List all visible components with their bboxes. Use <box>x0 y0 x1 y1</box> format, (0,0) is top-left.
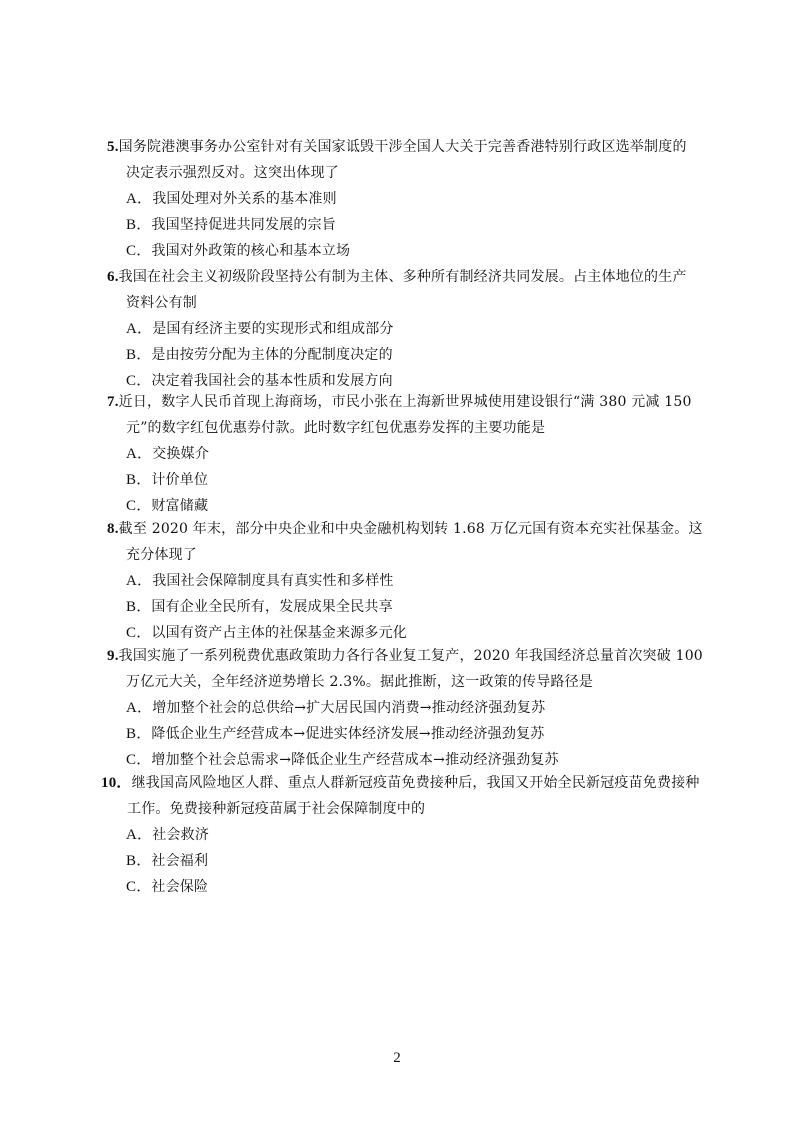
option-a[interactable] <box>101 822 691 848</box>
option-b[interactable] <box>107 212 697 238</box>
option-text: 财富储藏 <box>151 498 209 514</box>
question-stem-line <box>107 643 703 669</box>
question-9 <box>107 643 703 773</box>
option-b[interactable] <box>101 848 691 874</box>
question-stem-line: 充分体现了 <box>126 547 197 563</box>
option-text: 我国处理对外关系的基本准则 <box>152 191 337 207</box>
question-stem-line <box>107 264 697 290</box>
stem-text: 我国实施了一系列税费优惠政策助力各行各业复工复产，2020 年我国经济总量首次突破 100 <box>118 648 703 664</box>
question-10 <box>101 770 700 900</box>
option-letter: A． <box>126 573 153 589</box>
question-stem-line <box>107 389 697 415</box>
question-stem-line: 决定表示强烈反对。这突出体现了 <box>126 165 339 181</box>
option-letter: A． <box>126 321 153 337</box>
question-number: 8. <box>107 521 119 537</box>
question-6 <box>107 264 697 394</box>
option-text: 我国对外政策的核心和基本立场 <box>151 243 351 259</box>
option-letter: B． <box>126 599 152 615</box>
option-a[interactable] <box>107 568 697 594</box>
option-text: 社会救济 <box>152 827 210 843</box>
option-letter: A． <box>126 700 153 716</box>
stem-text: 国务院港澳事务办公室针对有关国家诋毁干涉全国人大关于完善香港特别行政区选举制度的 <box>118 139 687 155</box>
question-8 <box>107 516 703 646</box>
option-letter: A． <box>126 827 153 843</box>
option-text: 降低企业生产经营成本→促进实体经济发展→推动经济强劲复苏 <box>151 726 545 742</box>
stem-text: 继我国高风险地区人群、重点人群新冠疫苗免费接种后，我国又开始全民新冠疫苗免费接种 <box>131 775 700 791</box>
option-c[interactable] <box>101 874 691 900</box>
question-number: 9. <box>107 648 119 664</box>
option-letter: B． <box>126 217 152 233</box>
option-text: 增加整个社会总需求→降低企业生产经营成本→推动经济强劲复苏 <box>151 752 559 768</box>
option-text: 增加整个社会的总供给→扩大居民国内消费→推动经济强劲复苏 <box>152 700 546 716</box>
option-b[interactable] <box>107 467 697 493</box>
option-letter: C． <box>126 243 152 259</box>
option-text: 国有企业全民所有，发展成果全民共享 <box>151 599 393 615</box>
option-letter: C． <box>126 498 152 514</box>
question-number: 5. <box>107 139 119 155</box>
option-text: 我国坚持促进共同发展的宗旨 <box>151 217 337 233</box>
question-number: 10． <box>101 775 132 791</box>
option-text: 是国有经济主要的实现形式和组成部分 <box>152 321 394 337</box>
question-stem-line: 万亿元大关，全年经济逆势增长 2.3%。据此推断，这一政策的传导路径是 <box>126 674 594 690</box>
option-a[interactable] <box>107 316 697 342</box>
option-text: 是由按劳分配为主体的分配制度决定的 <box>151 347 393 363</box>
option-b[interactable] <box>107 721 697 747</box>
question-stem-line <box>107 516 703 542</box>
question-5 <box>107 134 697 264</box>
stem-text: 我国在社会主义初级阶段坚持公有制为主体、多种所有制经济共同发展。占主体地位的生产 <box>118 269 687 285</box>
option-text: 决定着我国社会的基本性质和发展方向 <box>151 373 393 389</box>
stem-text: 截至 2020 年末，部分中央企业和中央金融机构划转 1.68 万亿元国有资本充实社保基金。这 <box>118 521 703 537</box>
stem-text: 近日，数字人民币首现上海商场，市民小张在上海新世界城使用建设银行“满 380 元减 150 <box>118 394 692 410</box>
option-text: 交换媒介 <box>152 446 210 462</box>
option-b[interactable] <box>107 594 697 620</box>
question-number: 6. <box>107 269 119 285</box>
option-letter: A． <box>126 191 153 207</box>
option-letter: B． <box>126 726 152 742</box>
question-stem-line: 工作。免费接种新冠疫苗属于社会保障制度中的 <box>127 801 426 817</box>
option-letter: B． <box>126 347 152 363</box>
option-letter: C． <box>126 373 152 389</box>
option-letter: C． <box>126 752 152 768</box>
option-letter: A． <box>126 446 153 462</box>
option-b[interactable] <box>107 342 697 368</box>
option-a[interactable] <box>107 186 697 212</box>
question-stem-line <box>107 134 697 160</box>
option-letter: C． <box>126 625 152 641</box>
option-text: 以国有资产占主体的社保基金来源多元化 <box>151 625 408 641</box>
page-number: 2 <box>393 1050 401 1066</box>
question-stem-line: 资料公有制 <box>126 295 197 311</box>
question-7 <box>107 389 697 519</box>
option-a[interactable] <box>107 695 697 721</box>
option-text: 社会福利 <box>151 853 209 869</box>
option-letter: B． <box>126 472 152 488</box>
option-text: 社会保险 <box>151 879 209 895</box>
option-letter: C． <box>126 879 152 895</box>
question-stem-line <box>101 770 700 796</box>
option-text: 计价单位 <box>151 472 209 488</box>
option-text: 我国社会保障制度具有真实性和多样性 <box>152 573 394 589</box>
question-number: 7. <box>107 394 119 410</box>
question-stem-line: 元”的数字红包优惠券付款。此时数字红包优惠券发挥的主要功能是 <box>126 420 546 436</box>
option-letter: B． <box>126 853 152 869</box>
option-a[interactable] <box>107 441 697 467</box>
option-c[interactable] <box>107 238 697 264</box>
